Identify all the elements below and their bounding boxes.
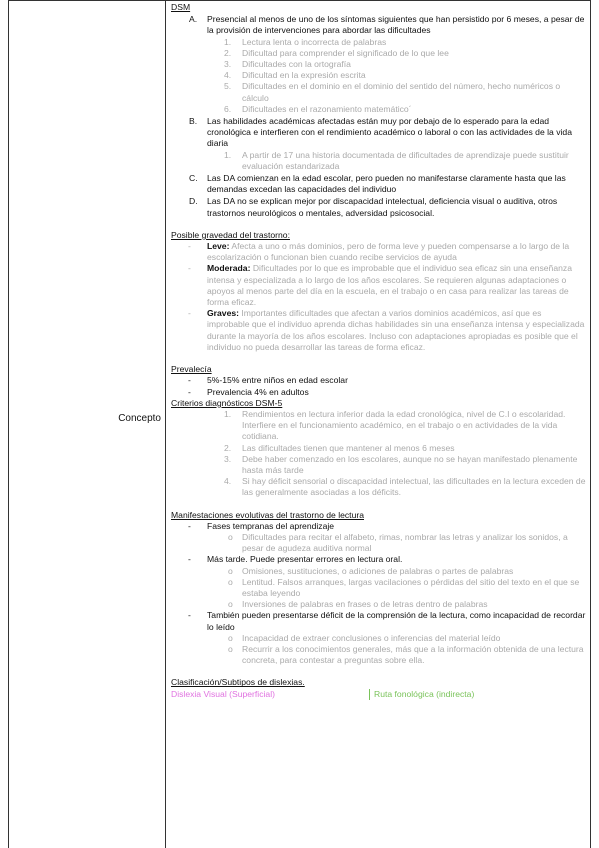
dsm5-item: 2. Las dificultades tienen que mantener al menos 6 meses <box>224 442 455 453</box>
content-column <box>171 2 586 701</box>
dsm5-item: 3. Debe haber comenzado en los escolares, aunque no se hayan manifestado plenamente hasta más tarde <box>224 453 578 475</box>
subtypes-row <box>171 689 586 701</box>
criterion-b-note: 1. A partir de 17 una historia documentada de dificultades de aprendizaje puede sustituir evaluación estandarizada <box>224 149 569 171</box>
manifestation-subitem: o Recurrir a los conocimientos generales, más que a la información obtenida de una lectura concreta, para contestar a preguntas sobre ella. <box>228 643 584 666</box>
severity-title: Posible gravedad del trastorno: <box>171 229 290 240</box>
manifestation-item: - También pueden presentarse déficit de la comprensión de la lectura, como incapacidad de recordar lo leído <box>188 610 586 632</box>
dsm5-title: Criterios diagnósticos DSM-5 <box>171 397 283 408</box>
criterion-b: B. Las habilidades académicas afectadas están muy por debajo de lo esperado para la edad cronológica e interfieren con el rendimiento académico o laboral o con las actividades de la vida diaria <box>189 116 572 149</box>
dsm-title: DSM <box>171 2 191 12</box>
manifestation-subitem: o Incapacidad de extraer conclusiones o inferencias del material leído <box>228 632 501 643</box>
manifestation-subitem: o Omisiones, sustituciones, o adiciones de palabras o partes de palabras <box>228 565 514 576</box>
manifestation-subitem: o Lentitud. Falsos arranques, largas vacilaciones o pérdidas del sitio del texto en el que se estaba leyendo <box>228 576 580 598</box>
manifestation-item: - Más tarde. Puede presentar errores en lectura oral. <box>188 554 403 565</box>
symptom-item: 4. Dificultad en la expresión escrita <box>224 70 366 81</box>
severity-item: - Leve: Afecta a uno o más dominios, pero de forma leve y pueden compensarse a lo largo de la escolarización o funcionan bien cuando recibe servicios de ayuda <box>188 241 570 263</box>
symptom-item: 1. Lectura lenta o incorrecta de palabras <box>224 36 387 47</box>
criterion-c: C. Las DA comienzan en la edad escolar, pero pueden no manifestarse claramente hasta que las demandas excedan las capacidades del individuo <box>189 173 566 195</box>
subtype-fonologica: Ruta fonológica (indirecta) <box>369 689 474 700</box>
symptom-item: 6. Dificultades en el razonamiento matemático´ <box>224 103 412 114</box>
table-left-cell <box>8 0 166 848</box>
manifestation-subitem: o Dificultades para recitar el alfabeto, rimas, nombrar las letras y analizar los sonidos, a pesar de agudeza auditiva normal <box>228 531 568 554</box>
prevalence-title: Prevalecía <box>171 364 212 375</box>
dsm5-item: 1. Rendimientos en lectura inferior dada la edad cronológica, nivel de C.I o escolaridad. Interfiere en el funcionamiento académico, en el trabajo o en actividades de la vida cotidiana. <box>224 408 566 442</box>
classification-title: Clasificación/Subtipos de dislexias. <box>171 677 305 688</box>
prevalence-item: - Prevalencia 4% en adultos <box>188 386 309 397</box>
manifestations-title: Manifestaciones evolutivas del trastorno de lectura <box>171 509 364 520</box>
symptom-item: 5. Dificultades en el dominio en el dominio del sentido del número, hecho numéricos o cálculo <box>224 81 561 103</box>
severity-item: - Moderada: Dificultades por lo que es improbable que el individuo sea eficaz sin una enseñanza intensa y especializada a lo largo de los años escolares. Se requieren algunas adaptaciones o apoyos al menos parte del día en la escuela, en el trabajo o en casa para realizar las tareas de forma eficaz. <box>188 263 572 308</box>
manifestation-item: - Fases tempranas del aprendizaje <box>188 520 335 531</box>
concept-label: Concepto <box>118 413 161 424</box>
symptom-item: 2. Dificultad para comprender el significado de lo que lee <box>224 47 449 58</box>
criterion-d: D. Las DA no se explican mejor por discapacidad intelectual, deficiencia visual o auditiva, otros trastornos neurológicos o mentales, adversidad psicosocial. <box>189 196 558 218</box>
dsm5-item: 4. Si hay déficit sensorial o discapacidad intelectual, las dificultades en la lectura exceden de las generalmente asociadas a los déficits. <box>224 476 586 498</box>
subtype-visual: Dislexia Visual (Superficial) <box>171 688 275 699</box>
symptom-item: 3. Dificultades con la ortografía <box>224 59 351 70</box>
manifestation-subitem: o Inversiones de palabras en frases o de letras dentro de palabras <box>228 599 488 610</box>
criterion-a: A. Presencial al menos de uno de los síntomas siguientes que han persistido por 6 meses, a pesar de la provisión de intervenciones para abordar las dificultades <box>189 14 585 36</box>
severity-item: - Graves: Importantes dificultades que afectan a varios dominios académicos, así que es improbable que el individuo aprenda dichas habilidades sin una enseñanza intensa y especializada durante la mayoría de los años escolares. Incluso con adaptaciones apropiadas es posible que el individuo no pueda desarrollar las tareas de forma eficaz. <box>188 308 585 352</box>
prevalence-item: - 5%-15% entre niños en edad escolar <box>188 375 348 386</box>
